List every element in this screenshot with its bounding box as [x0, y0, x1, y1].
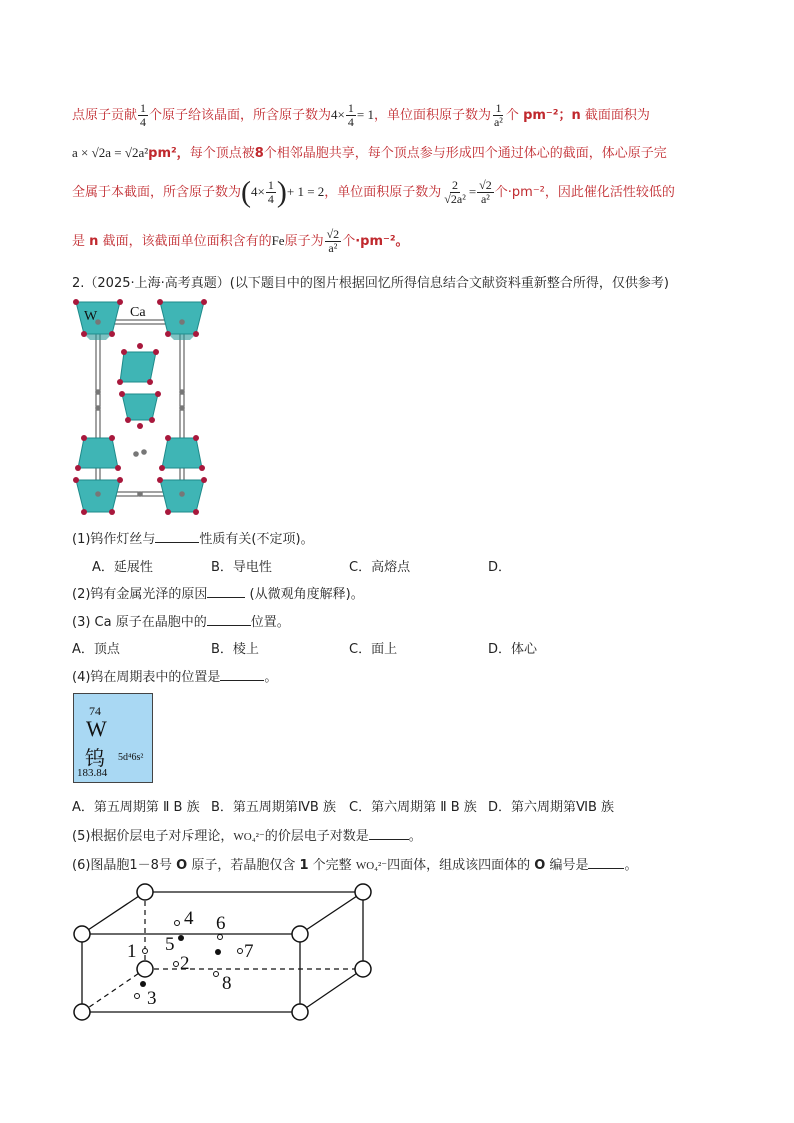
label-8: 8: [222, 973, 232, 994]
label-5: 5: [165, 934, 175, 955]
num: 1: [347, 101, 354, 115]
math: = 1: [356, 107, 374, 122]
q6-text: 1: [299, 858, 309, 873]
fraction: [138, 102, 148, 129]
q1-option-a[interactable]: A．延展性: [92, 560, 153, 575]
den: a²: [480, 192, 490, 206]
fraction: [325, 228, 342, 255]
q1-option-b[interactable]: B．导电性: [211, 560, 272, 575]
q6-text: O: [176, 858, 188, 873]
question-6: [72, 854, 637, 873]
den: 4: [267, 192, 274, 206]
question-3: [72, 611, 290, 630]
q3-option-a[interactable]: A．顶点: [72, 642, 120, 657]
den: 4: [140, 115, 147, 129]
q4-text: 。: [264, 670, 278, 685]
answer-blank[interactable]: [220, 668, 264, 681]
q4-option-a[interactable]: A．第五周期第 Ⅱ B 族: [72, 800, 200, 815]
q1-text: 性质有关(不定项)。: [199, 532, 314, 547]
num: 1: [267, 178, 274, 192]
math: Fe: [271, 233, 285, 248]
text: ·pm⁻²，因此催化活性较低的: [507, 185, 675, 200]
math: a × √2a = √2a²: [72, 145, 149, 160]
num: √2: [326, 227, 340, 241]
unit-cell-diagram: [70, 878, 380, 1024]
q6-text: 个完整: [312, 858, 352, 873]
q1-option-c[interactable]: C．高熔点: [349, 560, 411, 575]
answer-blank[interactable]: [369, 827, 409, 840]
q6-text: O: [534, 858, 546, 873]
problem-header: 2.（2025·上海·高考真题）(以下题目中的图片根据回忆所得信息结合文献资料重新整合所得，仅供参考): [72, 276, 669, 291]
ion-formula: WO₄²⁻: [233, 831, 265, 843]
den: √2a²: [444, 192, 466, 206]
den: a²: [493, 115, 503, 129]
label-3: 3: [147, 988, 157, 1009]
q6-text: 原子，若晶胞仅含: [191, 858, 296, 873]
text: 个: [342, 234, 356, 249]
label-w: W: [84, 309, 98, 324]
q3-option-d[interactable]: D．体心: [488, 642, 538, 657]
answer-blank[interactable]: [588, 856, 624, 869]
q2-text: (从微观角度解释)。: [245, 587, 364, 602]
q6-text: 编号是: [549, 858, 589, 873]
label-1: 1: [127, 941, 137, 962]
den: 4: [347, 115, 354, 129]
q4-option-b[interactable]: B．第五周期第ⅣB 族: [211, 800, 336, 815]
q4-option-c[interactable]: C．第六周期第 Ⅱ B 族: [349, 800, 477, 815]
fraction: [477, 179, 494, 206]
num: 1: [140, 101, 147, 115]
q6-text: 。: [624, 858, 638, 873]
text: 个相邻晶胞共享，每个顶点参与形成四个通过体心的截面，体心原子完: [263, 146, 667, 161]
q4-option-d[interactable]: D．第六周期第ⅥB 族: [488, 800, 615, 815]
text: n: [89, 234, 99, 249]
unit: ·pm⁻²。: [355, 234, 409, 249]
num: √2: [479, 178, 492, 192]
math: 4×: [331, 107, 345, 122]
polyhedra: [76, 302, 204, 512]
unit: pm⁻²；: [523, 108, 572, 123]
ion-formula: WO₄²⁻: [355, 860, 388, 872]
answer-blank[interactable]: [155, 530, 199, 543]
fraction: [492, 102, 505, 129]
question-1: [72, 528, 314, 547]
q1-option-d[interactable]: D．: [488, 560, 512, 575]
text: 截面，该截面单位面积含有的: [102, 234, 272, 249]
text: 是: [72, 234, 86, 249]
label-ca: Ca: [130, 305, 146, 320]
crystal-structure-figure: [70, 296, 210, 518]
q6-text: 四面体，组成该四面体的: [387, 858, 531, 873]
text: 个原子给该晶面，所含原子数为: [149, 108, 332, 123]
math: =: [468, 184, 477, 199]
math: 4×: [251, 184, 265, 199]
solution-line-3: [72, 172, 675, 213]
corner-atoms: [74, 884, 371, 1020]
solution-line-1: [72, 102, 650, 129]
paren: ): [276, 175, 287, 209]
electron-config: 5d⁴6s²: [118, 752, 144, 763]
num: 2: [452, 178, 459, 192]
q5-text: (5)根据价层电子对斥理论，: [72, 829, 234, 844]
fraction: [346, 102, 356, 129]
q5-text: 。: [408, 829, 422, 844]
q3-option-b[interactable]: B．棱上: [211, 642, 259, 657]
q3-text: 位置。: [250, 615, 290, 630]
paren: (: [241, 175, 252, 209]
text: 截面面积为: [584, 108, 650, 123]
question-5: [72, 825, 422, 844]
atomic-mass: 183.84: [77, 767, 108, 779]
fraction: [266, 179, 276, 206]
fraction: [442, 179, 468, 206]
num: 1: [495, 101, 502, 115]
text: n: [571, 108, 581, 123]
element-symbol: W: [86, 716, 107, 741]
text: 全属于本截面，所含原子数为: [72, 185, 242, 200]
q1-text: (1)钨作灯丝与: [72, 532, 156, 547]
question-2: [72, 583, 364, 602]
q3-text: (3) Ca 原子在晶胞中的: [72, 615, 207, 630]
element-name: 钨: [85, 746, 105, 770]
answer-blank[interactable]: [207, 613, 251, 626]
text: ，单位面积原子数为: [373, 108, 491, 123]
label-4: 4: [184, 908, 194, 929]
hidden-edges: [82, 892, 363, 1012]
text: 个: [505, 108, 519, 123]
q3-option-c[interactable]: C．面上: [349, 642, 398, 657]
q4-text: (4)钨在周期表中的位置是: [72, 670, 221, 685]
q2-text: (2)钨有金属光泽的原因: [72, 587, 208, 602]
label-6: 6: [216, 913, 226, 934]
answer-blank[interactable]: [207, 585, 245, 598]
atomic-number: 74: [89, 704, 101, 718]
q6-text: (6)图晶胞1－8号: [72, 858, 172, 873]
label-2: 2: [180, 953, 190, 974]
text: 8: [254, 146, 264, 161]
math: + 1 = 2: [286, 184, 325, 199]
question-4: [72, 666, 277, 685]
den: a²: [328, 241, 338, 255]
label-7: 7: [244, 941, 254, 962]
text: 点原子贡献: [72, 108, 138, 123]
solution-line-4: [72, 224, 409, 259]
unit: pm²，: [148, 146, 190, 161]
text: 个: [494, 185, 508, 200]
element-tile-w: [73, 693, 153, 783]
text: ，单位面积原子数为: [324, 185, 442, 200]
solution-line-2: [72, 142, 667, 165]
position-labels: [127, 908, 254, 1009]
q5-text: 的价层电子对数是: [264, 829, 369, 844]
text: 原子为: [284, 234, 324, 249]
text: 每个顶点被: [189, 146, 255, 161]
cell-edges: [82, 892, 363, 1012]
